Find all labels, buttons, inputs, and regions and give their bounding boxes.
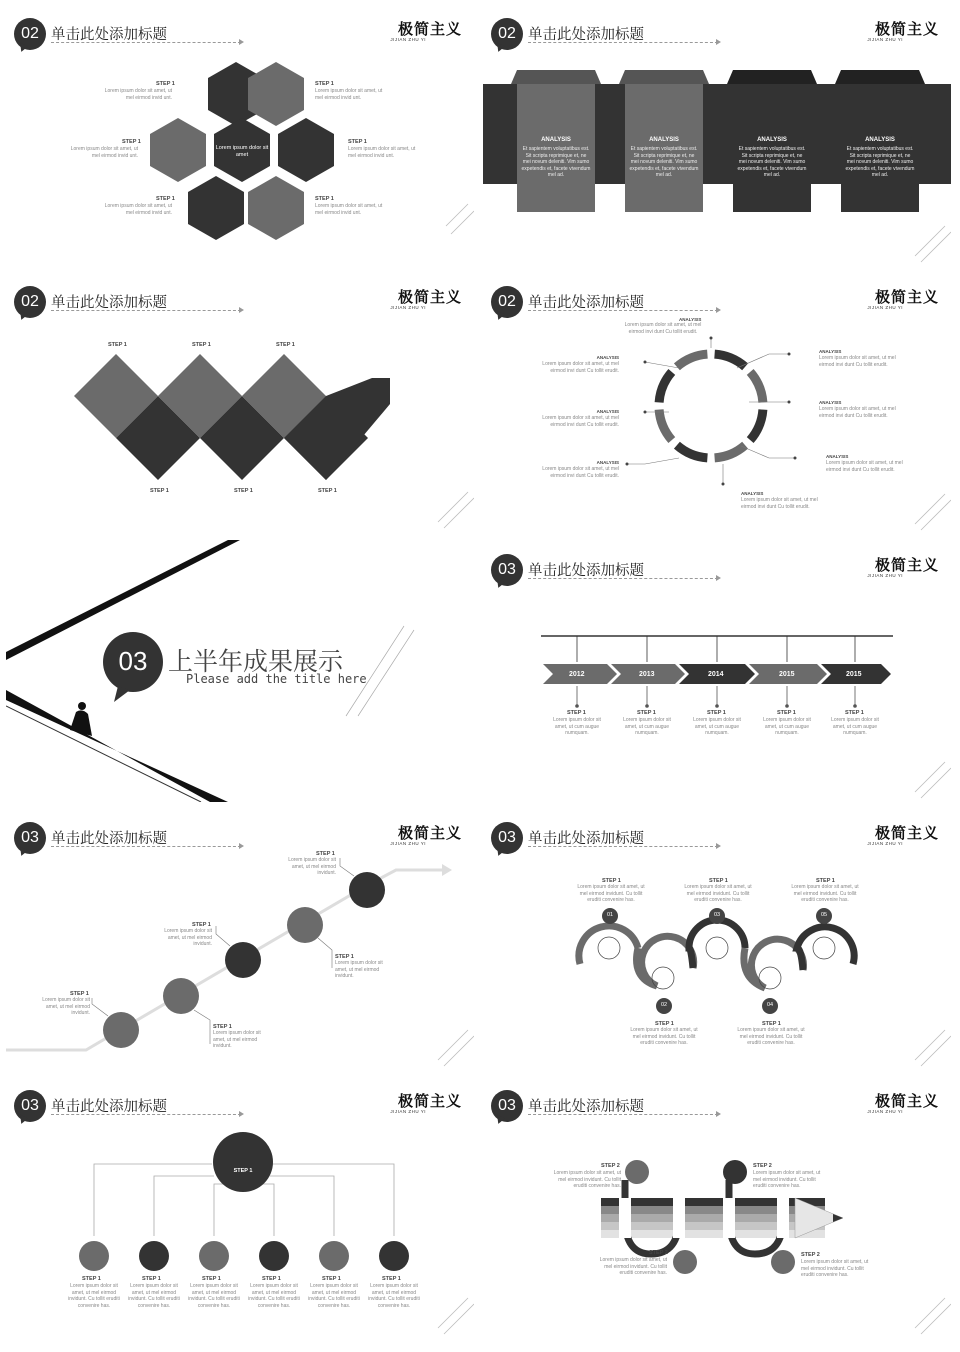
section-number-badge: 03 bbox=[491, 822, 523, 854]
pencil-gap bbox=[619, 1198, 631, 1238]
step-text: Lorem ipsum dolor sit amet, ut mel eirmod invid unt. bbox=[104, 203, 172, 216]
step-label: STEP 1 bbox=[637, 710, 656, 716]
analysis-title: ANALYSIS bbox=[826, 454, 849, 459]
slide-title[interactable]: 单击此处添加标题 bbox=[51, 27, 167, 43]
step-circle bbox=[163, 978, 199, 1014]
section-number-badge: 03 bbox=[491, 554, 523, 586]
root-label: STEP 1 bbox=[233, 1168, 253, 1174]
step-text: Lorem ipsum dolor sit amet, ut mel eirmod invidunt. Cu tollit eruditi convenire has. bbox=[630, 1027, 698, 1046]
step-text: Lorem ipsum dolor sit amet, ut mel eirmod invidunt. Cu tollit eruditi convenire has. bbox=[599, 1257, 667, 1276]
step-text: Lorem ipsum dolor sit amet, ut mel eirmod invidunt. bbox=[335, 960, 383, 979]
step-text: Lorem ipsum dolor sit amet, ut cum augue numquam. bbox=[553, 717, 601, 736]
step-text: Lorem ipsum dolor sit amet, ut mel eirmod invidunt. Cu tollit eruditi convenire has. bbox=[577, 884, 645, 903]
step-circle bbox=[199, 1241, 229, 1271]
diagonal-rule bbox=[915, 762, 945, 792]
connector bbox=[260, 1184, 274, 1236]
connector bbox=[94, 1164, 212, 1236]
leader-dot bbox=[644, 361, 647, 364]
step-label: STEP 2 bbox=[801, 1252, 820, 1258]
step-label: STEP 1 bbox=[602, 878, 621, 884]
section-title[interactable]: 上半年成果展示 bbox=[168, 647, 344, 676]
wave-number: 03 bbox=[713, 912, 721, 918]
wave-number: 01 bbox=[606, 912, 614, 918]
step-text: Lorem ipsum dolor sit amet, ut mel eirmod invid unt. bbox=[315, 88, 383, 101]
brand-logo: 极简主义 bbox=[397, 288, 462, 306]
step-text: Lorem ipsum dolor sit amet, ut mel eirmod invidunt. Cu tollit eruditi convenire has. bbox=[753, 1170, 821, 1189]
diagonal-rule bbox=[915, 1030, 945, 1060]
inner-ring bbox=[813, 937, 835, 959]
panel-title: ANALYSIS bbox=[541, 137, 571, 143]
diagonal-rule bbox=[921, 1036, 951, 1066]
step-label: STEP 1 bbox=[762, 1021, 781, 1027]
connector bbox=[272, 1164, 394, 1236]
analysis-title: ANALYSIS bbox=[819, 349, 842, 354]
connector bbox=[154, 1176, 214, 1236]
analysis-text: Lorem ipsum dolor sit amet, ut mel eirmod invi dunt Cu tollit erudit. bbox=[542, 466, 619, 479]
brand-logo-subtitle: JIJIAN ZHU YI bbox=[867, 305, 903, 310]
brand-logo-subtitle: JIJIAN ZHU YI bbox=[390, 1109, 426, 1114]
leader-line bbox=[216, 926, 230, 946]
leader-dot bbox=[722, 483, 725, 486]
step-label: STEP 1 bbox=[816, 878, 835, 884]
slide-year-timeline bbox=[483, 540, 951, 802]
analysis-title: ANALYSIS bbox=[596, 409, 619, 414]
step-label: STEP 1 bbox=[262, 1276, 281, 1282]
step-text: Lorem ipsum dolor sit amet, ut mel eirmod invidunt. Cu tollit eruditi convenire has. bbox=[737, 1027, 805, 1046]
step-circle bbox=[673, 1250, 697, 1274]
pin-dot bbox=[575, 704, 579, 708]
analysis-text: Lorem ipsum dolor sit amet, ut mel eirmod invi dunt Cu tollit erudit. bbox=[741, 497, 818, 510]
step-label: STEP 2 bbox=[649, 1250, 668, 1256]
year-label: 2015 bbox=[779, 671, 795, 678]
step-text: Lorem ipsum dolor sit amet, ut mel eirmod invidunt. Cu tollit eruditi convenire has. bbox=[68, 1283, 120, 1309]
leader-dot bbox=[644, 411, 647, 414]
step-text: Lorem ipsum dolor sit amet, ut mel eirmod invid unt. bbox=[315, 203, 383, 216]
slide-hexagon-steps bbox=[6, 4, 474, 266]
section-number: 03 bbox=[118, 646, 148, 676]
analysis-title: ANALYSIS bbox=[819, 400, 842, 405]
pin-dot bbox=[785, 704, 789, 708]
step-text: Lorem ipsum dolor sit amet, ut mel eirmod invid unt. bbox=[104, 88, 172, 101]
panel-fold bbox=[835, 70, 925, 84]
diagonal-rule bbox=[921, 768, 951, 798]
section-subtitle: Please add the title here bbox=[186, 672, 367, 686]
diagonal-rule bbox=[921, 232, 951, 262]
step-circle bbox=[225, 942, 261, 978]
panel-band bbox=[483, 4, 951, 266]
brand-logo-subtitle: JIJIAN ZHU YI bbox=[867, 573, 903, 578]
step-text: Lorem ipsum dolor sit amet, ut mel eirmod invidunt. Cu tollit eruditi convenire has. bbox=[308, 1283, 360, 1309]
step-text: Lorem ipsum dolor sit amet, ut cum augue numquam. bbox=[831, 717, 879, 736]
leader-dot bbox=[794, 457, 797, 460]
pencil-stripe bbox=[601, 1230, 825, 1238]
segmented-ring bbox=[483, 272, 951, 534]
step-circle bbox=[259, 1241, 289, 1271]
pencil-stripe bbox=[601, 1198, 825, 1206]
hexagon-cluster bbox=[6, 4, 474, 266]
section-number-badge: 02 bbox=[14, 18, 46, 50]
diagonal-rule bbox=[451, 211, 474, 234]
pencil-gap bbox=[673, 1198, 685, 1238]
panel-text: Et sapientem voluptatibus est. Sit scripta reprimique et, ne mei novum deleniti. Vim sumo expetendis et, facete vivendum mel ad. bbox=[521, 146, 591, 178]
wave-graphic bbox=[483, 808, 951, 1070]
step-label: STEP 1 bbox=[156, 81, 175, 87]
wave-segment bbox=[637, 936, 694, 986]
leader-dot bbox=[788, 353, 791, 356]
diagonal-rule bbox=[921, 500, 951, 530]
hexagon bbox=[150, 118, 206, 182]
step-label: STEP 1 bbox=[276, 342, 295, 348]
slide-title[interactable]: 单击此处添加标题 bbox=[51, 1099, 167, 1115]
panel-text: Et sapientem voluptatibus est. Sit scripta reprimique et, ne mei novum deleniti. Vim sumo expetendis et, facete vivendum mel ad. bbox=[737, 146, 807, 178]
step-label: STEP 1 bbox=[192, 922, 211, 928]
ring-segment bbox=[750, 372, 763, 403]
panel-text: Et sapientem voluptatibus est. Sit scripta reprimique et, ne mei novum deleniti. Vim sumo expetendis et, facete vivendum mel ad. bbox=[845, 146, 915, 178]
step-label: STEP 1 bbox=[315, 196, 334, 202]
diagonal-rule bbox=[346, 626, 404, 716]
step-label: STEP 1 bbox=[777, 710, 796, 716]
analysis-text: Lorem ipsum dolor sit amet, ut mel eirmod invi dunt Cu tollit erudit. bbox=[624, 322, 702, 335]
step-label: STEP 1 bbox=[192, 342, 211, 348]
panel-title: ANALYSIS bbox=[649, 137, 679, 143]
step-label: STEP 2 bbox=[601, 1163, 620, 1169]
pin-dot bbox=[645, 704, 649, 708]
diagonal-rule bbox=[444, 1036, 474, 1066]
brand-logo: 极简主义 bbox=[874, 288, 939, 306]
pencil-stripe bbox=[601, 1222, 825, 1230]
step-text: Lorem ipsum dolor sit amet, ut mel eirmod invidunt. bbox=[42, 997, 90, 1016]
leader-dot bbox=[788, 401, 791, 404]
slide-section-cover bbox=[6, 540, 474, 802]
leader-dot bbox=[626, 463, 629, 466]
wave-number: 02 bbox=[660, 1002, 668, 1008]
panel-fold bbox=[511, 70, 601, 84]
step-label: STEP 1 bbox=[108, 342, 127, 348]
brand-logo-subtitle: JIJIAN ZHU YI bbox=[867, 37, 903, 42]
inner-ring bbox=[598, 937, 620, 959]
analysis-title: ANALYSIS bbox=[741, 491, 764, 496]
ring-segment bbox=[715, 445, 746, 458]
brand-logo-subtitle: JIJIAN ZHU YI bbox=[390, 305, 426, 310]
step-circle bbox=[319, 1241, 349, 1271]
leader-line bbox=[92, 998, 108, 1016]
step-circle bbox=[625, 1160, 649, 1184]
wave-number: 04 bbox=[766, 1002, 774, 1008]
slide-analysis-panels bbox=[483, 4, 951, 266]
diagonal-rule bbox=[444, 498, 474, 528]
analysis-text: Lorem ipsum dolor sit amet, ut mel eirmod invi dunt Cu tollit erudit. bbox=[826, 460, 903, 473]
connector bbox=[214, 1184, 226, 1236]
diagonal-rule bbox=[444, 1304, 474, 1334]
diagonal-rule bbox=[446, 204, 468, 226]
step-text: Lorem ipsum dolor sit amet, ut cum augue numquam. bbox=[623, 717, 671, 736]
step-label: STEP 1 bbox=[335, 954, 354, 960]
inner-ring bbox=[759, 967, 781, 989]
year-label: 2014 bbox=[708, 671, 724, 678]
analysis-text: Lorem ipsum dolor sit amet, ut mel eirmod invi dunt Cu tollit erudit. bbox=[542, 415, 619, 428]
leader-line bbox=[627, 458, 679, 464]
step-label: STEP 1 bbox=[316, 851, 335, 857]
step-label: STEP 1 bbox=[318, 488, 337, 494]
brand-logo: 极简主义 bbox=[397, 20, 462, 38]
slide-diamond-steps bbox=[6, 272, 474, 534]
step-label: STEP 1 bbox=[315, 81, 334, 87]
path-arrowhead bbox=[442, 864, 452, 876]
leader-dot bbox=[710, 337, 713, 340]
step-label: STEP 1 bbox=[709, 878, 728, 884]
pin-dot bbox=[715, 704, 719, 708]
panel-title: ANALYSIS bbox=[865, 137, 895, 143]
section-number-badge: 03 bbox=[14, 822, 46, 854]
step-circle bbox=[723, 1160, 747, 1184]
pencil-lead bbox=[833, 1214, 843, 1222]
step-label: STEP 1 bbox=[82, 1276, 101, 1282]
diagonal-rule bbox=[915, 226, 945, 256]
brand-logo-subtitle: JIJIAN ZHU YI bbox=[390, 37, 426, 42]
step-label: STEP 1 bbox=[150, 488, 169, 494]
step-label: STEP 1 bbox=[156, 196, 175, 202]
diagonal-rule bbox=[921, 1304, 951, 1334]
leader-line bbox=[318, 938, 332, 968]
analysis-title: ANALYSIS bbox=[679, 317, 702, 322]
step-text: Lorem ipsum dolor sit amet, ut cum augue numquam. bbox=[693, 717, 741, 736]
year-label: 2012 bbox=[569, 671, 585, 678]
timeline-pin-dots bbox=[575, 704, 857, 708]
step-text: Lorem ipsum dolor sit amet, ut mel eirmod invid unt. bbox=[348, 146, 416, 159]
panel-title: ANALYSIS bbox=[757, 137, 787, 143]
brand-logo: 极简主义 bbox=[874, 556, 939, 574]
ring-segment bbox=[715, 354, 746, 367]
panel-fold bbox=[619, 70, 709, 84]
pencil-stripe bbox=[601, 1214, 825, 1222]
wave-number: 05 bbox=[820, 912, 828, 918]
slide-wave-steps bbox=[483, 808, 951, 1070]
step-circle bbox=[79, 1241, 109, 1271]
slide-ring-analysis bbox=[483, 272, 951, 534]
hexagon bbox=[248, 62, 304, 126]
brand-logo-subtitle: JIJIAN ZHU YI bbox=[867, 1109, 903, 1114]
diamond-chain bbox=[6, 272, 474, 534]
connector bbox=[270, 1176, 334, 1236]
pencil-body bbox=[601, 1198, 825, 1238]
section-number-badge: 03 bbox=[491, 1090, 523, 1122]
ring-segment bbox=[677, 445, 708, 458]
diagonal-rule bbox=[438, 1298, 468, 1328]
hexagon bbox=[188, 176, 244, 240]
ring-leaders bbox=[627, 338, 795, 484]
wave-segment bbox=[689, 920, 745, 968]
analysis-text: Lorem ipsum dolor sit amet, ut mel eirmod invi dunt Cu tollit erudit. bbox=[542, 361, 619, 374]
year-label: 2013 bbox=[639, 671, 655, 678]
ring-segment bbox=[659, 410, 672, 441]
brand-logo: 极简主义 bbox=[874, 824, 939, 842]
panel-fold bbox=[727, 70, 817, 84]
step-text: Lorem ipsum dolor sit amet, ut mel eirmod invidunt. Cu tollit eruditi convenire has. bbox=[248, 1283, 300, 1309]
analysis-title: ANALYSIS bbox=[596, 355, 619, 360]
diagonal-rule bbox=[915, 1298, 945, 1328]
slide-title[interactable]: 单击此处添加标题 bbox=[528, 563, 644, 579]
brand-logo: 极简主义 bbox=[397, 1092, 462, 1110]
slide-title[interactable]: 单击此处添加标题 bbox=[51, 831, 167, 847]
step-label: STEP 1 bbox=[122, 139, 141, 145]
step-text: Lorem ipsum dolor sit amet, ut mel eirmod invidunt. bbox=[213, 1030, 261, 1049]
step-text: Lorem ipsum dolor sit amet, ut mel eirmod invidunt. Cu tollit eruditi convenire has. bbox=[791, 884, 859, 903]
pin-dot bbox=[853, 704, 857, 708]
analysis-text: Lorem ipsum dolor sit amet, ut mel eirmod invi dunt Cu tollit erudit. bbox=[819, 406, 896, 419]
root-circle bbox=[213, 1132, 273, 1192]
step-text: Lorem ipsum dolor sit amet, ut mel eirmod invidunt. Cu tollit eruditi convenire has. bbox=[801, 1259, 869, 1278]
leader-line bbox=[645, 362, 679, 368]
hexagon bbox=[278, 118, 334, 182]
step-text: Lorem ipsum dolor sit amet, ut mel eirmod invidunt. bbox=[288, 857, 336, 876]
year-label: 2015 bbox=[846, 671, 862, 678]
brand-logo: 极简主义 bbox=[397, 824, 462, 842]
pencil-gap bbox=[777, 1198, 789, 1238]
inner-ring bbox=[706, 937, 728, 959]
step-circle bbox=[771, 1250, 795, 1274]
wave-segment bbox=[579, 926, 638, 964]
section-number-badge: 03 bbox=[14, 1090, 46, 1122]
inner-ring bbox=[652, 967, 674, 989]
ring-segment bbox=[677, 354, 708, 367]
timeline-pins bbox=[577, 686, 855, 706]
step-text: Lorem ipsum dolor sit amet, ut mel eirmod invidunt. Cu tollit eruditi convenire has. bbox=[128, 1283, 180, 1309]
diagonal-rule bbox=[915, 494, 945, 524]
panel-text: Et sapientem voluptatibus est. Sit scripta reprimique et, ne mei novum deleniti. Vim sumo expetendis et, facete vivendum mel ad. bbox=[629, 146, 699, 178]
step-circle bbox=[139, 1241, 169, 1271]
slide-rising-steps bbox=[6, 808, 474, 1070]
slide-pencil-steps bbox=[483, 1076, 951, 1338]
escalator-rail bbox=[6, 690, 228, 802]
section-number-badge: 02 bbox=[14, 286, 46, 318]
wave-segment bbox=[797, 927, 854, 970]
escalator-line bbox=[6, 706, 201, 802]
slide-tree-steps bbox=[6, 1076, 474, 1338]
hexagon-center-text: Lorem ipsum dolor sit amet bbox=[215, 145, 269, 158]
analysis-text: Lorem ipsum dolor sit amet, ut mel eirmod invi dunt Cu tollit erudit. bbox=[819, 355, 896, 368]
brand-logo-subtitle: JIJIAN ZHU YI bbox=[867, 841, 903, 846]
brand-logo-subtitle: JIJIAN ZHU YI bbox=[390, 841, 426, 846]
step-label: STEP 1 bbox=[845, 710, 864, 716]
ring-segment bbox=[659, 372, 672, 403]
pencil-graphic bbox=[483, 1076, 951, 1338]
slide-title[interactable]: 单击此处添加标题 bbox=[528, 1099, 644, 1115]
brand-logo: 极简主义 bbox=[874, 1092, 939, 1110]
step-text: Lorem ipsum dolor sit amet, ut mel eirmod invidunt. Cu tollit eruditi convenire has. bbox=[188, 1283, 240, 1309]
step-label: STEP 1 bbox=[142, 1276, 161, 1282]
slide-title[interactable]: 单击此处添加标题 bbox=[528, 295, 644, 311]
step-label: STEP 1 bbox=[322, 1276, 341, 1282]
pencil-stripe bbox=[601, 1206, 825, 1214]
step-circle bbox=[287, 907, 323, 943]
step-text: Lorem ipsum dolor sit amet, ut mel eirmod invidunt. Cu tollit eruditi convenire has. bbox=[553, 1170, 621, 1189]
slide-title[interactable]: 单击此处添加标题 bbox=[51, 295, 167, 311]
step-label: STEP 1 bbox=[202, 1276, 221, 1282]
step-circle bbox=[349, 872, 385, 908]
step-text: Lorem ipsum dolor sit amet, ut mel eirmod invidunt. Cu tollit eruditi convenire has. bbox=[368, 1283, 420, 1309]
pencil-gap bbox=[723, 1198, 735, 1238]
ring-segment bbox=[750, 410, 763, 441]
diagonal-rule bbox=[438, 1030, 468, 1060]
step-label: STEP 1 bbox=[234, 488, 253, 494]
step-label: STEP 1 bbox=[655, 1021, 674, 1027]
step-label: STEP 1 bbox=[348, 139, 367, 145]
step-label: STEP 1 bbox=[213, 1024, 232, 1030]
step-label: STEP 1 bbox=[382, 1276, 401, 1282]
timeline-ticks bbox=[577, 636, 855, 662]
leader-line bbox=[340, 858, 354, 876]
step-label: STEP 1 bbox=[707, 710, 726, 716]
diagonal-rule bbox=[438, 492, 468, 522]
step-label: STEP 1 bbox=[567, 710, 586, 716]
leader-line bbox=[741, 446, 795, 458]
step-label: STEP 1 bbox=[70, 991, 89, 997]
hexagon bbox=[248, 176, 304, 240]
step-circle bbox=[103, 1012, 139, 1048]
step-text: Lorem ipsum dolor sit amet, ut mel eirmod invidunt. Cu tollit eruditi convenire has. bbox=[684, 884, 752, 903]
step-text: Lorem ipsum dolor sit amet, ut mel eirmod invid unt. bbox=[70, 146, 138, 159]
slide-title[interactable]: 单击此处添加标题 bbox=[528, 831, 644, 847]
step-text: Lorem ipsum dolor sit amet, ut mel eirmod invidunt. bbox=[164, 928, 212, 947]
slide-title[interactable]: 单击此处添加标题 bbox=[528, 27, 644, 43]
brand-logo: 极简主义 bbox=[874, 20, 939, 38]
leader-line bbox=[194, 1010, 210, 1044]
analysis-title: ANALYSIS bbox=[596, 460, 619, 465]
section-number-badge: 02 bbox=[491, 18, 523, 50]
section-number-badge: 02 bbox=[491, 286, 523, 318]
step-text: Lorem ipsum dolor sit amet, ut cum augue numquam. bbox=[763, 717, 811, 736]
step-label: STEP 2 bbox=[753, 1163, 772, 1169]
step-circle bbox=[379, 1241, 409, 1271]
